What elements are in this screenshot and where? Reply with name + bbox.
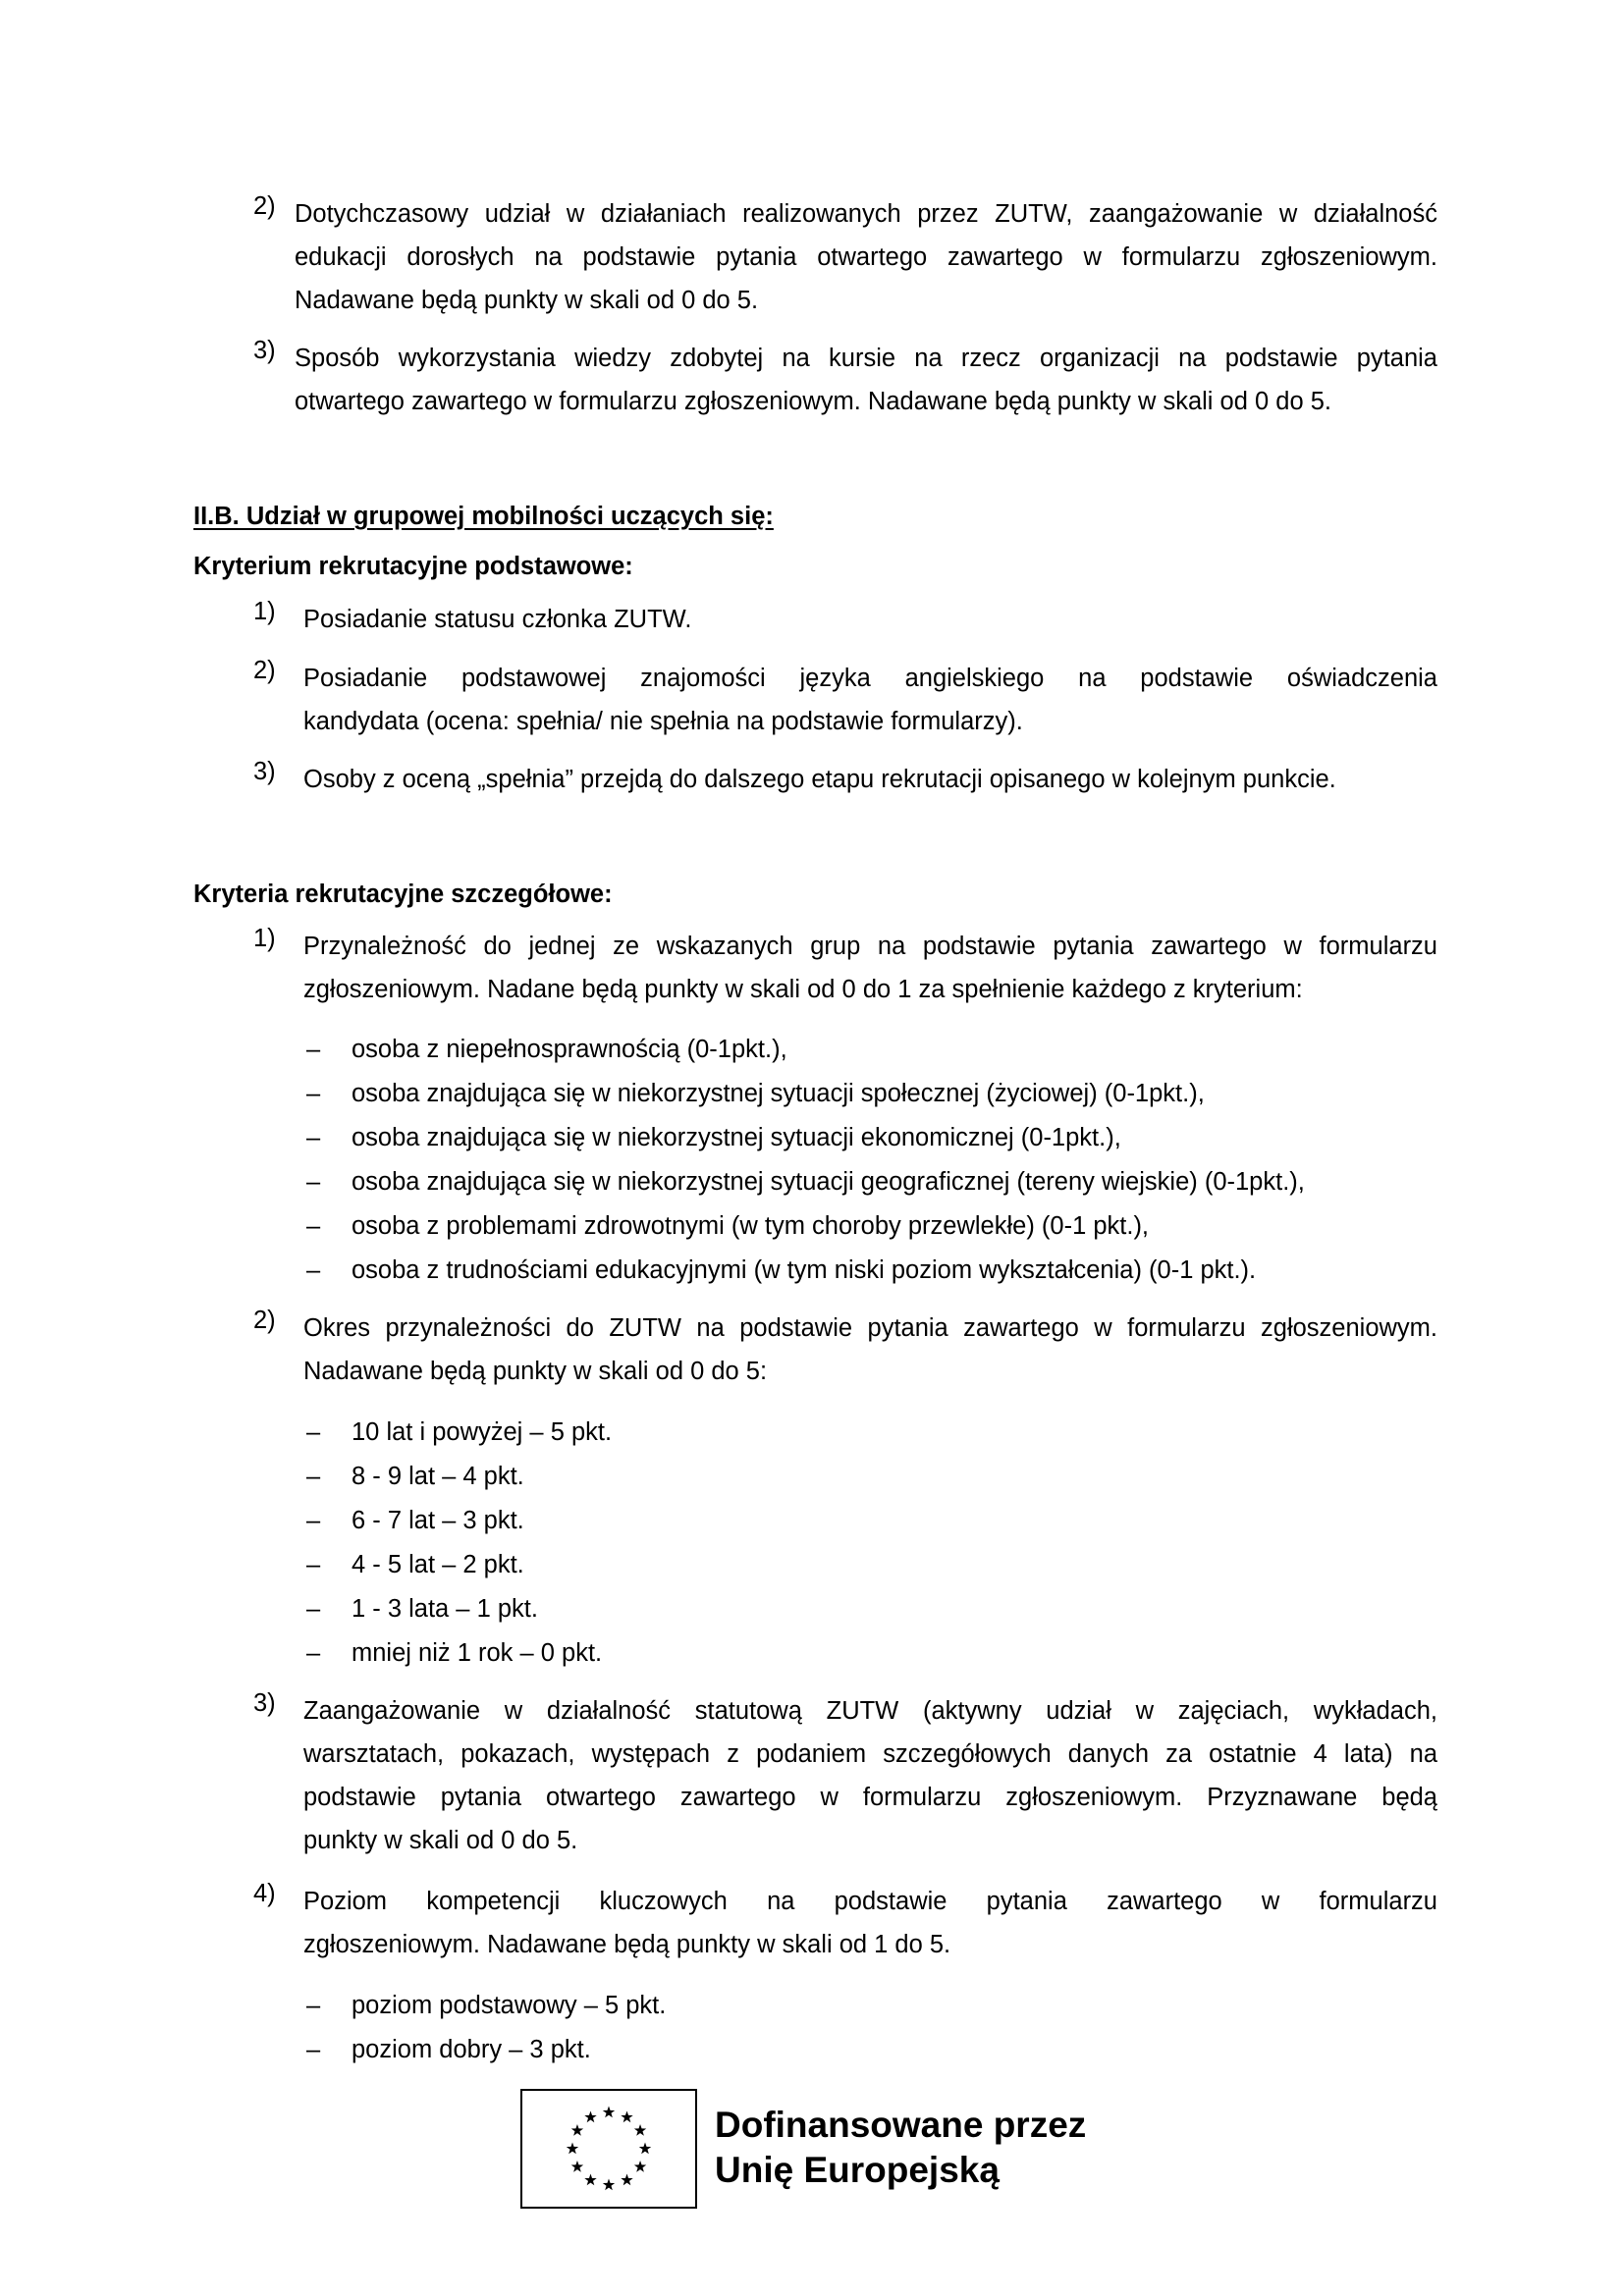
star-icon: [584, 2110, 596, 2122]
bullet-text: 10 lat i powyżej – 5 pkt.: [352, 1418, 613, 1446]
text-line: Poziom kompetencji kluczowych na podstawie pytania zawartego w formularzu: [303, 1888, 1437, 1915]
item-number: 2): [253, 192, 276, 220]
text-line: Dotychczasowy udział w działaniach realizowanych przez ZUTW, zaangażowanie w działalność: [295, 200, 1437, 228]
dash-bullet-icon: –: [306, 1212, 321, 1240]
text-line: Posiadanie podstawowej znajomości języka angielskiego na podstawie oświadczenia: [303, 665, 1437, 692]
item-text: [303, 925, 1437, 1011]
dash-bullet-icon: –: [306, 1080, 321, 1107]
text-line: Nadawane będą punkty w skali od 0 do 5.: [295, 287, 759, 314]
star-icon: [621, 2174, 632, 2186]
dash-bullet-icon: –: [306, 1168, 321, 1196]
dash-bullet-icon: –: [306, 1992, 321, 2019]
item-text: [303, 598, 1437, 641]
dash-bullet-icon: –: [306, 1463, 321, 1490]
dash-bullet-icon: –: [306, 1507, 321, 1534]
item-number: 3): [253, 758, 276, 785]
bullet-text: osoba z niepełnosprawnością (0-1pkt.),: [352, 1036, 787, 1063]
item-text: [303, 758, 1437, 801]
eu-flag-icon: [520, 2089, 697, 2209]
star-icon: [634, 2161, 646, 2172]
item-number: 2): [253, 1307, 276, 1334]
text-line: warsztatach, pokazach, występach z podaniem szczegółowych danych za ostatnie 4 lata) na: [303, 1740, 1437, 1768]
text-line: punkty w skali od 0 do 5.: [303, 1827, 578, 1854]
dash-bullet-icon: –: [306, 1595, 321, 1623]
eu-stars-icon: [522, 2091, 695, 2207]
text-line: podstawie pytania otwartego zawartego w formularzu zgłoszeniowym. Przyznawane będą: [303, 1784, 1437, 1811]
dash-bullet-icon: –: [306, 2036, 321, 2063]
text-line: zgłoszeniowym. Nadane będą punkty w skali od 0 do 1 za spełnienie każdego z kryterium:: [303, 976, 1303, 1003]
star-icon: [603, 2107, 615, 2118]
item-text: [303, 1689, 1437, 1862]
star-icon: [584, 2174, 596, 2186]
item-text: [303, 1307, 1437, 1393]
item-number: 3): [253, 337, 276, 364]
dash-bullet-icon: –: [306, 1256, 321, 1284]
item-number: 1): [253, 598, 276, 625]
detail-criteria-heading: Kryteria rekrutacyjne szczegółowe:: [193, 881, 613, 908]
item-text: [303, 1880, 1437, 1966]
star-icon: [571, 2161, 583, 2172]
item-text: [295, 192, 1437, 322]
star-icon: [603, 2179, 615, 2191]
item-text: [303, 657, 1437, 743]
text-line: Posiadanie statusu członka ZUTW.: [303, 606, 692, 633]
bullet-text: 8 - 9 lat – 4 pkt.: [352, 1463, 524, 1490]
text-line: Nadawane będą punkty w skali od 0 do 5:: [303, 1358, 768, 1385]
bullet-text: osoba znajdująca się w niekorzystnej sytuacji geograficznej (tereny wiejskie) (0-1pkt.),: [352, 1168, 1305, 1196]
dash-bullet-icon: –: [306, 1036, 321, 1063]
item-number: 4): [253, 1880, 276, 1907]
star-icon: [639, 2143, 651, 2155]
funding-line-1: Dofinansowane przez: [715, 2105, 1087, 2145]
funding-line-2: Unię Europejską: [715, 2150, 1000, 2190]
bullet-text: osoba znajdująca się w niekorzystnej sytuacji społecznej (życiowej) (0-1pkt.),: [352, 1080, 1205, 1107]
section-title: II.B. Udział w grupowej mobilności uczących się:: [193, 503, 774, 530]
bullet-text: poziom podstawowy – 5 pkt.: [352, 1992, 667, 2019]
text-line: zgłoszeniowym. Nadawane będą punkty w skali od 1 do 5.: [303, 1931, 951, 1958]
item-number: 1): [253, 925, 276, 952]
text-line: Osoby z oceną „spełnia” przejdą do dalszego etapu rekrutacji opisanego w kolejnym punkcie.: [303, 766, 1336, 793]
bullet-text: poziom dobry – 3 pkt.: [352, 2036, 591, 2063]
dash-bullet-icon: –: [306, 1418, 321, 1446]
text-line: Zaangażowanie w działalność statutową ZUTW (aktywny udział w zajęciach, wykładach,: [303, 1697, 1437, 1725]
dash-bullet-icon: –: [306, 1124, 321, 1151]
item-text: [295, 337, 1437, 423]
bullet-text: 6 - 7 lat – 3 pkt.: [352, 1507, 524, 1534]
item-number: 2): [253, 657, 276, 684]
bullet-text: osoba z trudnościami edukacyjnymi (w tym niski poziom wykształcenia) (0-1 pkt.).: [352, 1256, 1257, 1284]
bullet-text: osoba z problemami zdrowotnymi (w tym choroby przewlekłe) (0-1 pkt.),: [352, 1212, 1150, 1240]
star-icon: [571, 2124, 583, 2136]
bullet-text: mniej niż 1 rok – 0 pkt.: [352, 1639, 603, 1667]
text-line: kandydata (ocena: spełnia/ nie spełnia na podstawie formularzy).: [303, 708, 1023, 735]
text-line: otwartego zawartego w formularzu zgłoszeniowym. Nadawane będą punkty w skali od 0 do 5.: [295, 388, 1331, 415]
bullet-text: osoba znajdująca się w niekorzystnej sytuacji ekonomicznej (0-1pkt.),: [352, 1124, 1121, 1151]
star-icon: [567, 2143, 578, 2155]
item-number: 3): [253, 1689, 276, 1717]
text-line: Sposób wykorzystania wiedzy zdobytej na kursie na rzecz organizacji na podstawie pytania: [295, 345, 1437, 372]
text-line: edukacji dorosłych na podstawie pytania otwartego zawartego w formularzu zgłoszeniowym.: [295, 243, 1437, 271]
text-line: Okres przynależności do ZUTW na podstawie pytania zawartego w formularzu zgłoszeniowym.: [303, 1314, 1437, 1342]
bullet-text: 1 - 3 lata – 1 pkt.: [352, 1595, 538, 1623]
dash-bullet-icon: –: [306, 1551, 321, 1578]
star-icon: [621, 2110, 632, 2122]
text-line: Przynależność do jednej ze wskazanych grup na podstawie pytania zawartego w formularzu: [303, 933, 1437, 960]
dash-bullet-icon: –: [306, 1639, 321, 1667]
bullet-text: 4 - 5 lat – 2 pkt.: [352, 1551, 524, 1578]
star-icon: [634, 2124, 646, 2136]
basic-criteria-heading: Kryterium rekrutacyjne podstawowe:: [193, 553, 633, 580]
